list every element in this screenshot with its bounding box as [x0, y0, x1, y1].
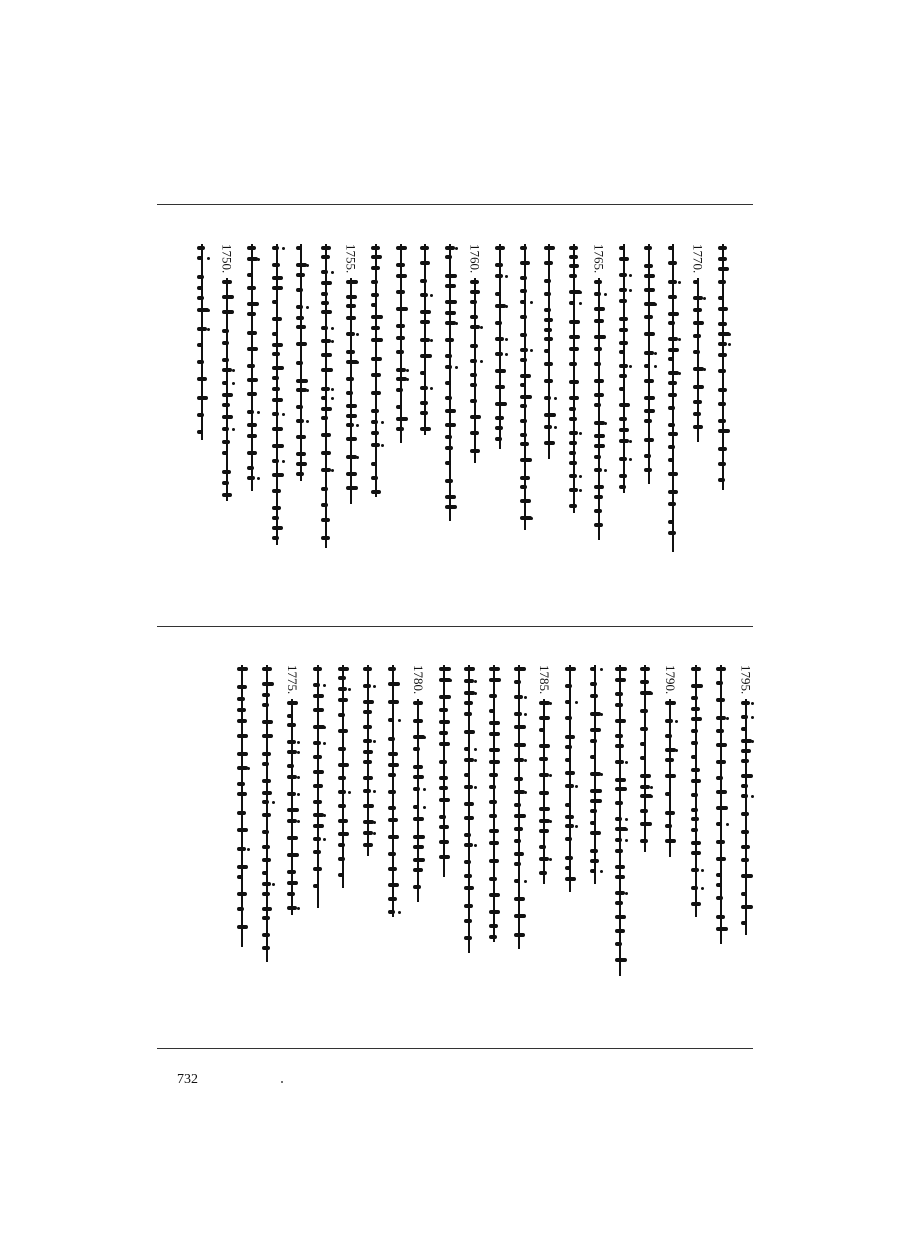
top-rule: [157, 204, 753, 205]
script-line: [643, 244, 655, 484]
page-speck: [281, 1081, 283, 1083]
text-column: [433, 665, 455, 995]
script-line: [444, 244, 456, 521]
text-column: [483, 665, 505, 995]
verse-number: 1765.: [591, 244, 607, 274]
script-line: [345, 278, 357, 504]
script-line: [438, 665, 450, 877]
verse-number: 1780.: [410, 665, 426, 695]
text-column: [439, 244, 461, 574]
script-line: [419, 244, 431, 435]
script-line: [568, 244, 580, 513]
text-column: [241, 244, 263, 574]
text-column: [533, 665, 555, 995]
text-column: [382, 665, 404, 995]
script-line: [717, 244, 729, 490]
text-column: [685, 665, 707, 995]
script-line: [261, 665, 273, 962]
script-line: [692, 278, 704, 442]
text-column: [458, 665, 480, 995]
script-line: [639, 665, 651, 852]
verse-number: 1795.: [738, 665, 754, 695]
verse-number: 1770.: [690, 244, 706, 274]
text-column: [340, 244, 362, 574]
text-column: [307, 665, 329, 995]
text-column: [414, 244, 436, 574]
middle-rule: [157, 626, 753, 627]
text-column: [390, 244, 412, 574]
text-column: [332, 665, 354, 995]
verse-number: 1750.: [219, 244, 235, 274]
script-line: [538, 699, 550, 884]
script-line: [469, 278, 481, 463]
text-column: [290, 244, 312, 574]
text-column: [659, 665, 681, 995]
verse-number: 1790.: [662, 665, 678, 695]
text-column: [712, 244, 734, 574]
script-line: [690, 665, 702, 917]
text-column: [613, 244, 635, 574]
text-column: [231, 665, 253, 995]
script-line: [337, 665, 349, 888]
script-line: [395, 244, 407, 443]
script-line: [463, 665, 475, 953]
script-line: [740, 699, 752, 935]
script-line: [362, 665, 374, 856]
text-column: [687, 244, 709, 574]
verse-number: 1760.: [467, 244, 483, 274]
text-column: [559, 665, 581, 995]
verse-number: 1785.: [536, 665, 552, 695]
text-column: [464, 244, 486, 574]
script-line: [513, 665, 525, 949]
script-line: [286, 699, 298, 915]
text-column: [584, 665, 606, 995]
script-line: [618, 244, 630, 493]
script-line: [667, 244, 679, 552]
script-line: [236, 665, 248, 947]
text-column: [609, 665, 631, 995]
text-column: [634, 665, 656, 995]
script-line: [412, 699, 424, 902]
text-column: [538, 244, 560, 574]
script-line: [589, 665, 601, 884]
text-column: [563, 244, 585, 574]
script-line: [593, 278, 605, 540]
script-line: [196, 244, 208, 440]
script-line: [715, 665, 727, 944]
script-line: [564, 665, 576, 892]
verse-number: 1755.: [343, 244, 359, 274]
text-column: [281, 665, 303, 995]
text-column: [315, 244, 337, 574]
text-column: [407, 665, 429, 995]
script-line: [488, 665, 500, 942]
text-column: [266, 244, 288, 574]
text-column: [256, 665, 278, 995]
script-line: [614, 665, 626, 976]
verse-number: 1775.: [284, 665, 300, 695]
text-column: [638, 244, 660, 574]
text-column: [216, 244, 238, 574]
script-line: [387, 665, 399, 917]
text-column: [710, 665, 732, 995]
text-column: [514, 244, 536, 574]
text-column: [508, 665, 530, 995]
text-column: [489, 244, 511, 574]
script-line: [312, 665, 324, 908]
script-line: [271, 244, 283, 545]
text-column: [735, 665, 757, 995]
script-line: [494, 244, 506, 449]
script-line: [246, 244, 258, 491]
page-number: 732: [177, 1072, 198, 1087]
script-line: [295, 244, 307, 481]
script-line: [370, 244, 382, 497]
text-column: [357, 665, 379, 995]
script-line: [221, 278, 233, 501]
script-line: [664, 699, 676, 857]
text-column: [191, 244, 213, 574]
text-column: [588, 244, 610, 574]
script-line: [320, 244, 332, 548]
bottom-rule: [157, 1048, 753, 1049]
script-line: [543, 244, 555, 459]
text-column: [365, 244, 387, 574]
text-column: [662, 244, 684, 574]
script-line: [519, 244, 531, 530]
